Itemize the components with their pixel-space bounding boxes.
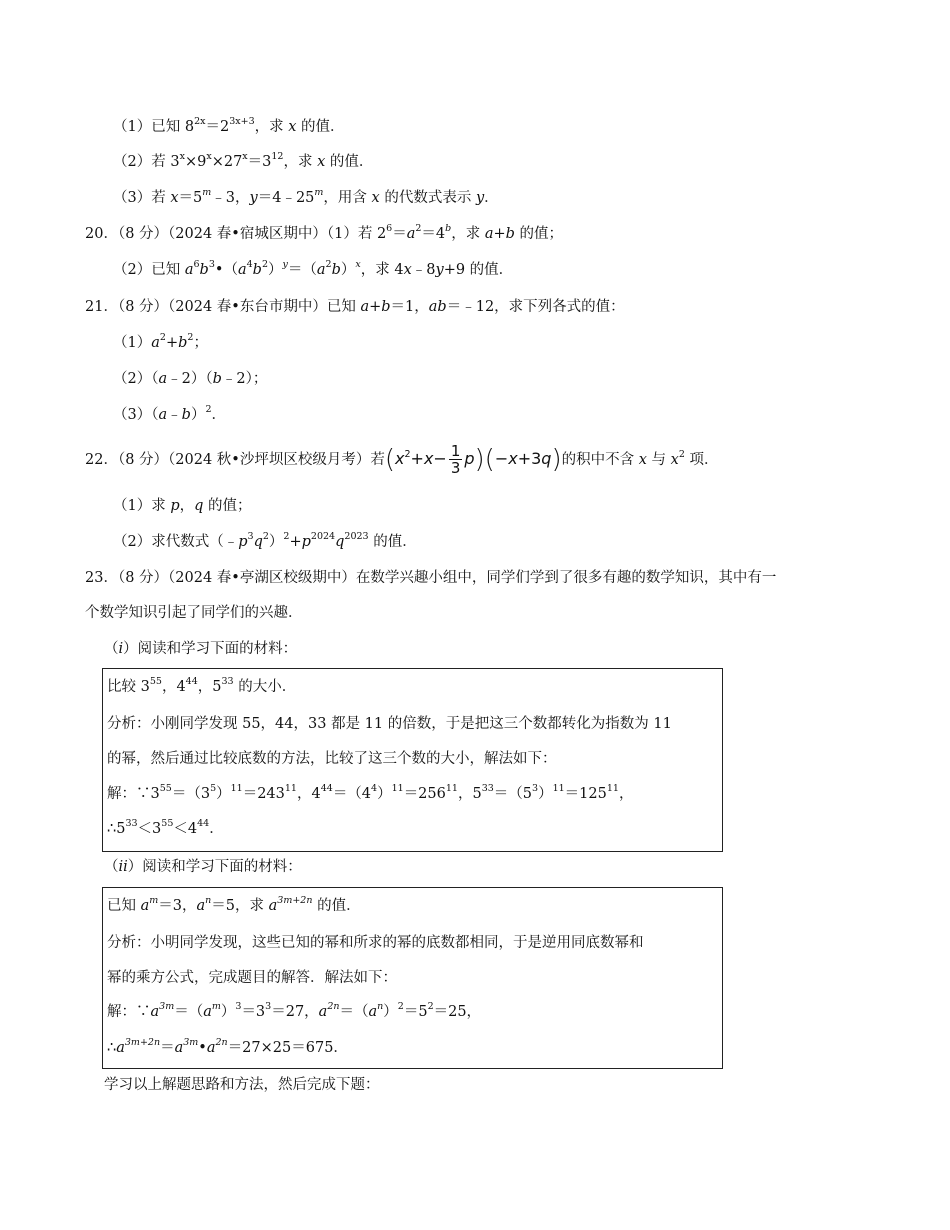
q21-part2: （2）（a﹣2）（b﹣2）； — [113, 371, 268, 387]
box1-line3: 的幂，然后通过比较底数的方法，比较了这三个数的大小，解法如下： — [107, 751, 557, 767]
question-22: 22．（8 分）（2024 秋•沙坪坝区校级月考）若($x^2+x-$ $\frac{1}{3}$ p)(−x+3q)的积中不含 x 与 $x^2$ 项． — [85, 442, 719, 477]
material-box-1 — [102, 668, 723, 852]
box2-line3: 幂的乘方公式，完成题目的解答．解法如下： — [107, 970, 397, 986]
box1-line2: 分析：小刚同学发现 55，44，33 都是 11 的倍数，于是把这三个数都转化为指数为 11 — [107, 716, 672, 732]
box1-line4: 解：$\because 3^{55}=(3^5)^{11}=243^{11}$，$4^{44}=(4^4)^{11}=256^{11}$，$5^{33}=(5^3)^{11}=125^{11}$， — [107, 783, 634, 802]
box1-line1: 比较 $3^{55}$，$4^{44}$，$5^{33}$ 的大小． — [107, 676, 297, 695]
q20-part2: （2）已知 $a^6b^3•(a^4b^2)^y=(a^2b)^x$，求 4x﹣8y+9 的值． — [113, 259, 514, 278]
box2-line2: 分析：小明同学发现，这些已知的幂和所求的幂的底数都相同，于是逆用同底数幂和 — [107, 935, 644, 951]
question-20: 20．（8 分）（2024 春•宿城区期中）（1）若 $2^6=a^2=4^b$，求 a+b 的值； — [85, 223, 564, 242]
q22-expression: ($x^2+x-$ $\frac{1}{3}$ p)(−x+3q) — [384, 442, 562, 477]
box2-line4: 解：$\because a^{3m}=(a^m)^3=3^3=27$，$a^{2n}=(a^n)^2=5^2=25$， — [107, 1001, 482, 1020]
box2-line1: 已知 $a^m=3$，$a^n=5$，求 $a^{3m+2n}$ 的值． — [107, 895, 361, 914]
box2-line5: $\therefore a^{3m+2n}=a^{3m}•a^{2n}=27\times 25=675$． — [107, 1037, 348, 1056]
q22-part1: （1）求 p，q 的值； — [113, 498, 252, 514]
q19-part2: （2）若 $3^x\times 9^x\times 27^x=3^{12}$，求 x 的值． — [113, 151, 374, 170]
q22-part2: （2）求代数式$(﹣p^3q^2)^2+p^{2024}q^{2023}$ 的值． — [113, 531, 417, 550]
question-23-cont: 个数学知识引起了同学们的兴趣． — [85, 605, 303, 621]
question-23: 23．（8 分）（2024 春•亭湖区校级期中）在数学兴趣小组中，同学们学到了很多有趣的数学知识，其中有一 — [85, 570, 777, 586]
question-21: 21．（8 分）（2024 春•东台市期中）已知 a+b＝1，ab＝﹣12，求下列各式的值： — [85, 299, 625, 315]
footer-instruction: 学习以上解题思路和方法，然后完成下题： — [104, 1077, 380, 1093]
q21-part3: （3）（a﹣b）$^2$． — [113, 404, 226, 423]
q21-part1: $(1)a^2+b^2$； — [113, 332, 208, 351]
section-ii-heading: （ii）阅读和学习下面的材料： — [104, 859, 302, 875]
q19-part3: （3）若 $x=5^m﹣3$，$y=4﹣25^m$，用含 x 的代数式表示 y． — [113, 187, 499, 206]
material-box-2 — [102, 887, 723, 1069]
section-i-heading: （i）阅读和学习下面的材料： — [104, 641, 298, 657]
q19-part1: （1）已知 $8^{2x}=2^{3x+3}$，求 x 的值． — [113, 116, 345, 135]
box1-line5: $\therefore 5^{33}<3^{55}<4^{44}$． — [107, 818, 224, 837]
fraction-one-third: $\frac{1}{3}$ — [450, 442, 461, 477]
